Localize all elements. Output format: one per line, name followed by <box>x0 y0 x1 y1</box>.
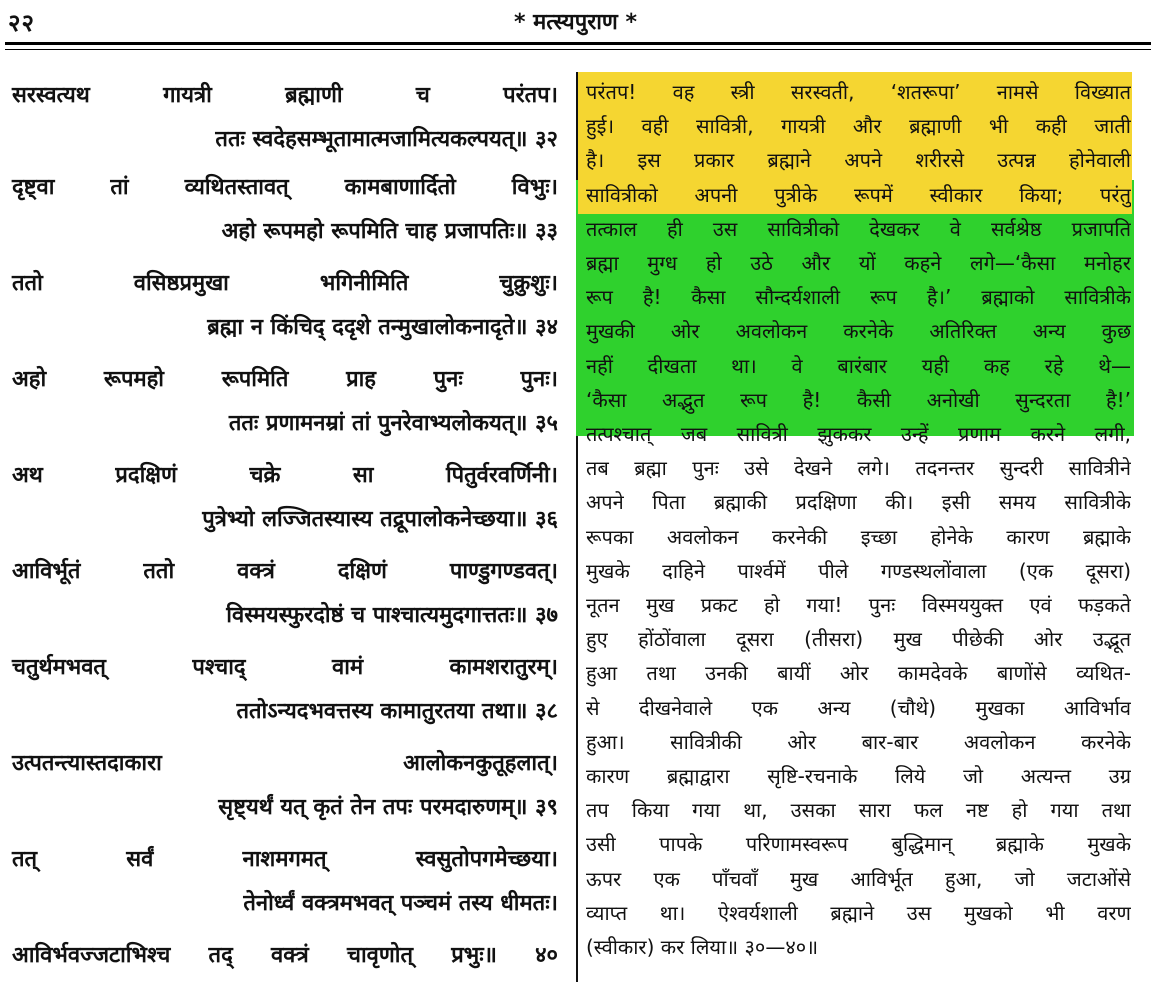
shloka-line <box>0 306 566 350</box>
shloka-text: विस्मयस्फुरदोष्ठं च पाश्चात्यमुदगात्ततः॥ ३७ <box>226 603 558 628</box>
shloka-line <box>0 358 566 402</box>
shloka-text: ततोऽन्यदभवत्तस्य कामातुरतया तथा॥ ३८ <box>236 699 558 724</box>
translation-line: से दीखनेवाले एक अन्य (चौथे) मुखका आविर्भाव <box>586 695 1131 720</box>
header-rule-thick <box>5 42 1151 45</box>
shloka-text: आविर्भूतं ततो वक्त्रं दक्षिणं पाण्डुगण्डवत्। <box>12 559 558 584</box>
translation-line: तप किया गया था, उसका सारा फल नष्ट हो गया तथा <box>586 798 1131 823</box>
shloka-line <box>0 690 566 734</box>
shloka-line <box>0 594 566 638</box>
shloka-line <box>0 550 566 594</box>
translation-line: हुई। वही सावित्री, गायत्री और ब्रह्माणी भी कही जाती <box>586 114 1131 139</box>
translation-line: अपने पिता ब्रह्माकी प्रदक्षिणा की। इसी समय सावित्रीके <box>586 490 1131 515</box>
shloka-text: पुत्रेभ्यो लज्जितस्यास्य तद्रूपालोकनेच्छया॥ ३६ <box>202 507 558 532</box>
translation-line: कारण ब्रह्माद्वारा सृष्टि-रचनाके लिये जो अत्यन्त उग्र <box>586 764 1131 788</box>
translation-line: हुआ तथा उनकी बायीं ओर कामदेवके बाणोंसे व्यथित- <box>586 661 1131 686</box>
shloka-line <box>0 838 566 882</box>
translation-line: हुए होंठोंवाला दूसरा (तीसरा) मुख पीछेकी ओर उद्भूत <box>586 627 1131 652</box>
shloka-line <box>0 786 566 830</box>
sanskrit-verse-column <box>0 74 566 982</box>
shloka-text: आविर्भवज्जटाभिश्च तद् वक्त्रं चावृणोत् प्रभुः॥ ४० <box>12 943 558 968</box>
translation-line: सावित्रीको अपनी पुत्रीके रूपमें स्वीकार किया; परंतु <box>586 182 1131 207</box>
shloka-line <box>0 166 566 210</box>
shloka-text: चतुर्थमभवत् पश्चाद् वामं कामशरातुरम्। <box>12 655 558 680</box>
shloka-line <box>0 262 566 306</box>
shloka-line <box>0 74 566 118</box>
running-title: * मत्स्यपुराण * <box>514 10 637 35</box>
translation-line: व्याप्त था। ऐश्वर्यशाली ब्रह्माने उस मुखको भी वरण <box>586 900 1131 925</box>
translation-line: तत्काल ही उस सावित्रीको देखकर वे सर्वश्रेष्ठ प्रजापति <box>586 216 1131 241</box>
translation-line: तब ब्रह्मा पुनः उसे देखने लगे। तदनन्तर सुन्दरी सावित्रीने <box>586 456 1131 481</box>
shloka-text: सृष्ट्यर्थं यत् कृतं तेन तपः परमदारुणम्॥ ३९ <box>218 795 558 820</box>
translation-line: मुखकी ओर अवलोकन करनेके अतिरिक्त अन्य कुछ <box>586 319 1131 344</box>
shloka-text: उत्पतन्त्यास्तदाकारा आलोकनकुतूहलात्। <box>12 751 558 776</box>
shloka-line <box>0 118 566 162</box>
page-number: २२ <box>8 9 35 37</box>
page-header <box>0 0 1151 40</box>
shloka-text: तत् सर्वं नाशमगमत् स्वसुतोपगमेच्छया। <box>12 847 558 872</box>
shloka-text: सरस्वत्यथ गायत्री ब्रह्माणी च परंतप। <box>12 83 558 108</box>
shloka-text: ततः प्रणामनम्रां तां पुनरेवाभ्यलोकयत्॥ ३५ <box>228 411 558 436</box>
shloka-line <box>0 742 566 786</box>
translation-line: नहीं दीखता था। वे बारंबार यही कह रहे थे— <box>586 353 1131 378</box>
translation-line: परंतप! वह स्त्री सरस्वती, ‘शतरूपा’ नामसे विख्यात <box>586 80 1131 104</box>
translation-line: उसी पापके परिणामस्वरूप बुद्धिमान् ब्रह्माके मुखके <box>586 832 1131 857</box>
translation-line: नूतन मुख प्रकट हो गया! पुनः विस्मययुक्त एवं फड़कते <box>586 593 1131 617</box>
translation-line: ‘कैसा अद्भुत रूप है! कैसी अनोखी सुन्दरता है!’ <box>586 387 1131 412</box>
hindi-translation-column <box>586 76 1131 982</box>
header-rule-thin <box>5 49 1151 50</box>
translation-line: ऊपर एक पाँचवाँ मुख आविर्भूत हुआ, जो जटाओंसे <box>586 866 1131 891</box>
shloka-text: दृष्ट्वा तां व्यथितस्तावत् कामबाणार्दितो विभुः। <box>12 175 558 200</box>
translation-line: (स्वीकार) कर लिया॥ ३०—४०॥ <box>586 935 819 959</box>
shloka-text: अहो रूपमहो रूपमिति चाह प्रजापतिः॥ ३३ <box>221 219 558 244</box>
shloka-text: अहो रूपमहो रूपमिति प्राह पुनः पुनः। <box>12 367 558 392</box>
translation-line: तत्पश्चात् जब सावित्री झुककर उन्हें प्रणाम करने लगी, <box>586 422 1131 446</box>
translation-line: रूपका अवलोकन करनेकी इच्छा होनेके कारण ब्रह्माके <box>586 524 1131 549</box>
translation-line: ब्रह्मा मुग्ध हो उठे और यों कहने लगे—‘कैसा मनोहर <box>586 251 1131 275</box>
shloka-text: ब्रह्मा न किंचिद् ददृशे तन्मुखालोकनादृते॥ ३४ <box>207 315 558 340</box>
shloka-line <box>0 646 566 690</box>
translation-line: हुआ। सावित्रीकी ओर बार-बार अवलोकन करनेके <box>586 729 1131 754</box>
translation-line: रूप है! कैसा सौन्दर्यशाली रूप है।’ ब्रह्माको सावित्रीके <box>586 285 1131 310</box>
shloka-line <box>0 210 566 254</box>
shloka-line <box>0 498 566 542</box>
translation-line: मुखके दाहिने पार्श्वमें पीले गण्डस्थलोंवाला (एक दूसरा) <box>586 558 1131 583</box>
shloka-line <box>0 402 566 446</box>
translation-line: है। इस प्रकार ब्रह्माने अपने शरीरसे उत्पन्न होनेवाली <box>586 148 1131 173</box>
shloka-line <box>0 934 566 978</box>
shloka-line <box>0 454 566 498</box>
shloka-text: ततः स्वदेहसम्भूतामात्मजामित्यकल्पयत्॥ ३२ <box>215 127 558 152</box>
shloka-text: तेनोर्ध्वं वक्त्रमभवत् पञ्चमं तस्य धीमतः। <box>243 891 558 916</box>
shloka-text: ततो वसिष्ठप्रमुखा भगिनीमिति चुक्रुशुः। <box>12 271 558 296</box>
shloka-line <box>0 882 566 926</box>
shloka-text: अथ प्रदक्षिणं चक्रे सा पितुर्वरवर्णिनी। <box>12 463 558 488</box>
